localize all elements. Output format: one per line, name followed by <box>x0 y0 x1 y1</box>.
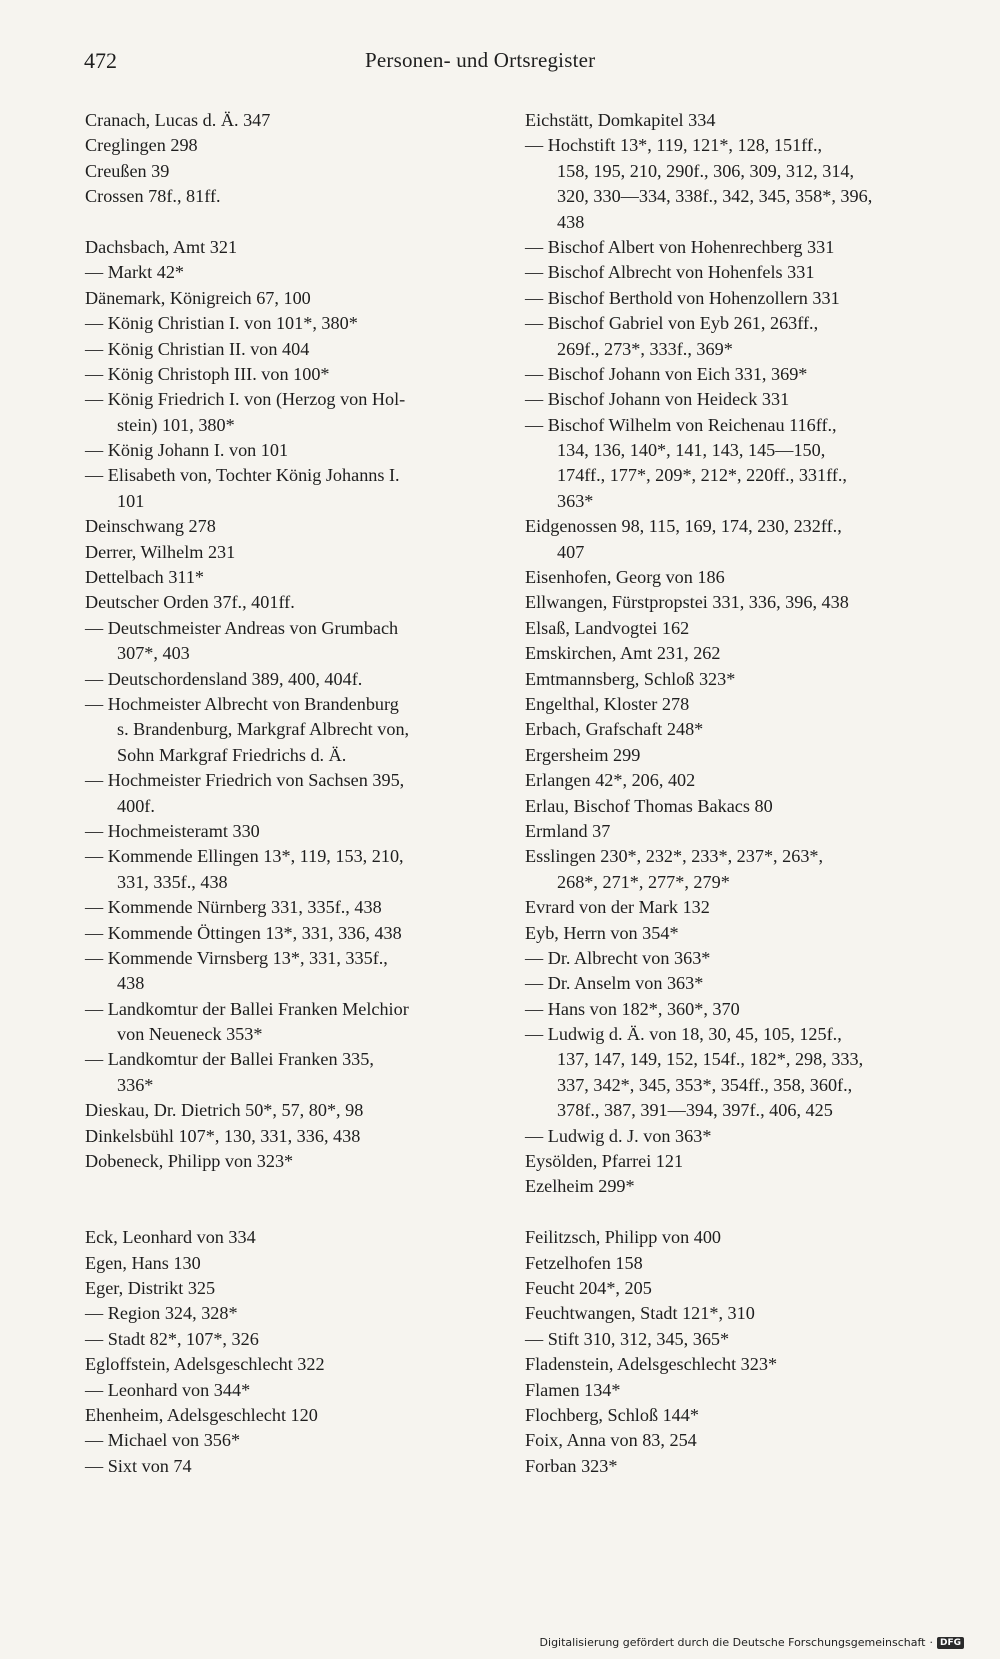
index-entry: Elsaß, Landvogtei 162 <box>525 617 690 638</box>
index-entry: 336* <box>117 1074 154 1095</box>
index-entry: Dettelbach 311* <box>85 567 205 588</box>
blank-line <box>85 1200 500 1225</box>
blank-line <box>85 210 500 235</box>
index-entry: Feuchtwangen, Stadt 121*, 310 <box>525 1303 755 1324</box>
index-entry: 134, 136, 140*, 141, 143, 145—150, <box>557 440 826 461</box>
index-entry: von Neueneck 353* <box>117 1024 263 1045</box>
index-entry: — Hochstift 13*, 119, 121*, 128, 151ff., <box>525 135 823 156</box>
index-entry: Ellwangen, Fürstpropstei 331, 336, 396, 438 <box>525 592 849 613</box>
index-entry: 407 <box>557 541 585 562</box>
index-entry: — Dr. Albrecht von 363* <box>525 947 711 968</box>
index-entry: — Kommende Öttingen 13*, 331, 336, 438 <box>85 922 402 943</box>
index-entry: Foix, Anna von 83, 254 <box>525 1430 697 1451</box>
index-entry: Flamen 134* <box>525 1379 621 1400</box>
index-entry: Ermland 37 <box>525 820 611 841</box>
index-entry: Feilitzsch, Philipp von 400 <box>525 1227 722 1248</box>
running-title: Personen- und Ortsregister <box>365 48 596 72</box>
index-entry: — König Friedrich I. von (Herzog von Hol- <box>85 389 406 410</box>
index-entry: — Bischof Albert von Hohenrechberg 331 <box>525 236 835 257</box>
index-entry: Feucht 204*, 205 <box>525 1277 652 1298</box>
index-entry: — Bischof Gabriel von Eyb 261, 263ff., <box>525 313 819 334</box>
index-entry: Eysölden, Pfarrei 121 <box>525 1151 684 1172</box>
index-entry: Emskirchen, Amt 231, 262 <box>525 643 721 664</box>
index-entry: Dänemark, Königreich 67, 100 <box>85 287 311 308</box>
index-entry: 331, 335f., 438 <box>117 871 228 892</box>
index-entry: — Markt 42* <box>85 262 185 283</box>
index-entry: 337, 342*, 345, 353*, 354ff., 358, 360f., <box>557 1074 853 1095</box>
index-entry: Eichstätt, Domkapitel 334 <box>525 110 716 130</box>
index-entry: Eisenhofen, Georg von 186 <box>525 567 725 588</box>
index-entry: 378f., 387, 391—394, 397f., 406, 425 <box>557 1100 833 1121</box>
index-entry: 438 <box>117 973 145 994</box>
index-entry: — Hochmeister Friedrich von Sachsen 395, <box>85 770 405 791</box>
index-entry: Crossen 78f., 81ff. <box>85 186 221 207</box>
index-entry: Ehenheim, Adelsgeschlecht 120 <box>85 1404 318 1425</box>
index-entry: 400f. <box>117 795 155 816</box>
index-entry: Creußen 39 <box>85 160 170 181</box>
index-entry: Fladenstein, Adelsgeschlecht 323* <box>525 1354 778 1375</box>
blank-line <box>85 1174 500 1199</box>
index-entry: s. Brandenburg, Markgraf Albrecht von, <box>117 719 410 740</box>
index-entry: Eyb, Herrn von 354* <box>525 922 679 943</box>
index-entry: Egen, Hans 130 <box>85 1252 201 1273</box>
index-entry: 158, 195, 210, 290f., 306, 309, 312, 314, <box>557 160 855 181</box>
index-entry: — Sixt von 74 <box>85 1455 192 1476</box>
index-entry: Eidgenossen 98, 115, 169, 174, 230, 232ff., <box>525 516 842 537</box>
index-entry: Evrard von der Mark 132 <box>525 897 710 918</box>
index-entry: 101 <box>117 490 145 511</box>
index-entry: Erlangen 42*, 206, 402 <box>525 770 696 791</box>
index-entry: Eck, Leonhard von 334 <box>85 1227 256 1248</box>
index-entry: — Bischof Berthold von Hohenzollern 331 <box>525 287 840 308</box>
index-entry: Cranach, Lucas d. Ä. 347 <box>85 110 271 130</box>
index-entry: Eger, Distrikt 325 <box>85 1277 216 1298</box>
index-entry: — König Johann I. von 101 <box>85 440 289 461</box>
index-entry: — Bischof Johann von Eich 331, 369* <box>525 363 808 384</box>
index-entry: 269f., 273*, 333f., 369* <box>557 338 733 359</box>
dfg-logo-icon: DFG <box>937 1637 964 1649</box>
footer-funding-note: Digitalisierung gefördert durch die Deutsche Forschungsgemeinschaft · DFG <box>540 1636 964 1649</box>
index-entry: Deinschwang 278 <box>85 516 216 537</box>
index-entry: Dinkelsbühl 107*, 130, 331, 336, 438 <box>85 1125 361 1146</box>
index-entry: — Deutschordensland 389, 400, 404f. <box>85 668 363 689</box>
index-entry: Ergersheim 299 <box>525 744 641 765</box>
blank-line <box>525 1200 940 1225</box>
index-entry: stein) 101, 380* <box>117 414 235 435</box>
index-entry: — Kommende Nürnberg 331, 335f., 438 <box>85 897 382 918</box>
index-entry: Dieskau, Dr. Dietrich 50*, 57, 80*, 98 <box>85 1100 364 1121</box>
index-entry: — Kommende Ellingen 13*, 119, 153, 210, <box>85 846 404 867</box>
index-entry: Ezelheim 299* <box>525 1176 635 1197</box>
index-entry: — Bischof Wilhelm von Reichenau 116ff., <box>525 414 837 435</box>
index-entry: — Hochmeister Albrecht von Brandenburg <box>85 693 399 714</box>
index-entry: 320, 330—334, 338f., 342, 345, 358*, 396, <box>557 186 873 207</box>
index-entry: — Elisabeth von, Tochter König Johanns I. <box>85 465 400 486</box>
index-entry: 137, 147, 149, 152, 154f., 182*, 298, 333, <box>557 1049 864 1070</box>
index-entry: — Landkomtur der Ballei Franken Melchior <box>85 998 409 1019</box>
index-entry: — Deutschmeister Andreas von Grumbach <box>85 617 399 638</box>
index-entry: Emtmannsberg, Schloß 323* <box>525 668 736 689</box>
index-entry: — Bischof Albrecht von Hohenfels 331 <box>525 262 815 283</box>
index-entry: — König Christian I. von 101*, 380* <box>85 313 358 334</box>
index-entry: — König Christoph III. von 100* <box>85 363 330 384</box>
index-entry: — König Christian II. von 404 <box>85 338 310 359</box>
index-entry: Erlau, Bischof Thomas Bakacs 80 <box>525 795 773 816</box>
index-entry: — Stift 310, 312, 345, 365* <box>525 1328 730 1349</box>
funding-text: Digitalisierung gefördert durch die Deutsche Forschungsgemeinschaft <box>539 1636 926 1649</box>
index-entry: Dachsbach, Amt 321 <box>85 236 238 257</box>
page-number: 472 <box>84 48 117 73</box>
index-entry: — Bischof Johann von Heideck 331 <box>525 389 790 410</box>
index-entry: 268*, 271*, 277*, 279* <box>557 871 730 892</box>
index-entry: — Region 324, 328* <box>85 1303 238 1324</box>
index-entry: Egloffstein, Adelsgeschlecht 322 <box>85 1354 325 1375</box>
index-entry: Fetzelhofen 158 <box>525 1252 643 1273</box>
index-entry: — Ludwig d. Ä. von 18, 30, 45, 105, 125f., <box>525 1024 842 1045</box>
index-entry: Creglingen 298 <box>85 135 198 156</box>
index-entry: 307*, 403 <box>117 643 190 664</box>
index-entry: Erbach, Grafschaft 248* <box>525 719 704 740</box>
index-entry: — Ludwig d. J. von 363* <box>525 1125 712 1146</box>
index-entry: Engelthal, Kloster 278 <box>525 693 690 714</box>
index-entry: — Kommende Virnsberg 13*, 331, 335f., <box>85 947 388 968</box>
index-entry: — Landkomtur der Ballei Franken 335, <box>85 1049 374 1070</box>
index-entry: — Leonhard von 344* <box>85 1379 251 1400</box>
index-entry: — Dr. Anselm von 363* <box>525 973 704 994</box>
index-entry: Forban 323* <box>525 1455 618 1476</box>
index-entry: — Hans von 182*, 360*, 370 <box>525 998 740 1019</box>
index-entry: Sohn Markgraf Friedrichs d. Ä. <box>117 744 347 765</box>
index-column-left <box>85 108 500 1479</box>
index-entry: — Michael von 356* <box>85 1430 241 1451</box>
index-entry: Esslingen 230*, 232*, 233*, 237*, 263*, <box>525 846 824 867</box>
index-entry: Dobeneck, Philipp von 323* <box>85 1151 294 1172</box>
index-entry: Derrer, Wilhelm 231 <box>85 541 236 562</box>
index-entry: Deutscher Orden 37f., 401ff. <box>85 592 295 613</box>
index-column-right <box>525 108 940 1479</box>
index-entry: — Hochmeisteramt 330 <box>85 820 260 841</box>
index-entry: 438 <box>557 211 585 232</box>
index-entry: — Stadt 82*, 107*, 326 <box>85 1328 259 1349</box>
index-entry: Flochberg, Schloß 144* <box>525 1404 699 1425</box>
index-entry: 363* <box>557 490 594 511</box>
index-entry: 174ff., 177*, 209*, 212*, 220ff., 331ff., <box>557 465 847 486</box>
